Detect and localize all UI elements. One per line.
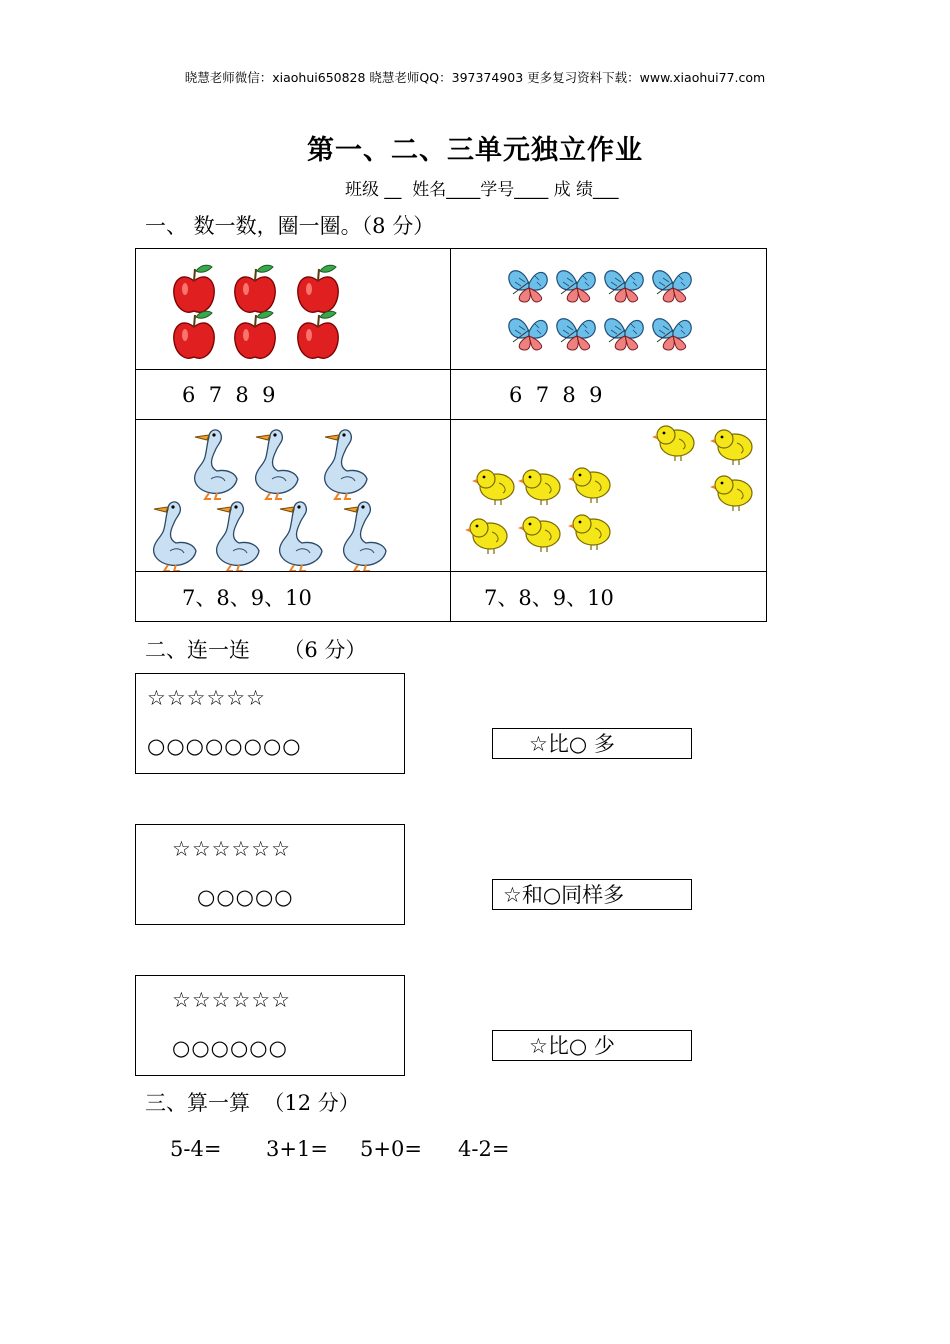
butterfly-icon	[557, 318, 595, 349]
butterfly-icon	[605, 318, 643, 349]
math-problem-2[interactable]: 3+1=	[266, 1137, 328, 1161]
chicks-cell	[451, 420, 767, 572]
chick-icon	[710, 476, 752, 511]
apple-icon	[235, 265, 276, 312]
apples-options[interactable]: 6 7 8 9	[182, 382, 276, 407]
butterflies-options-cell	[451, 370, 767, 420]
butterflies-picture	[451, 250, 766, 369]
chick-icon	[465, 519, 507, 554]
ducks-cell	[136, 420, 451, 572]
butterfly-icon	[557, 270, 595, 301]
apple-icon	[298, 311, 339, 358]
header-contact-line: 晓慧老师微信：xiaohui650828 晓慧老师QQ：397374903 更多复习资料下载：www.xiaohui77.com	[184, 70, 766, 85]
circles-row-3: ○○○○○○	[172, 1036, 288, 1060]
chicks-options[interactable]: 7、8、9、10	[484, 585, 614, 610]
stars-row-2: ☆☆☆☆☆☆	[172, 837, 291, 861]
apple-icon	[298, 265, 339, 312]
answer-box-same[interactable]: ☆和○同样多	[492, 879, 692, 910]
math-problem-4[interactable]: 4-2=	[458, 1137, 510, 1161]
apple-icon	[174, 265, 215, 312]
answer-box-more[interactable]: ☆比○ 多	[492, 728, 692, 759]
duck-icon	[256, 429, 298, 498]
duck-icon	[280, 501, 322, 570]
ducks-options-cell	[136, 572, 451, 622]
student-info-line: 班级 __ 姓名____学号____ 成 绩___	[345, 180, 619, 200]
chick-icon	[710, 430, 752, 465]
chick-icon	[568, 515, 610, 550]
butterfly-icon	[653, 318, 691, 349]
section1-heading: 一、 数一数，圈一圈。（8 分）	[145, 214, 435, 238]
chicks-picture	[451, 421, 766, 571]
stars-row-1: ☆☆☆☆☆☆	[147, 686, 266, 710]
butterfly-icon	[653, 270, 691, 301]
apple-icon	[235, 311, 276, 358]
butterflies-options[interactable]: 6 7 8 9	[509, 382, 603, 407]
duck-icon	[195, 429, 237, 498]
chick-icon	[472, 470, 514, 505]
section2-heading: 二、连一连 （6 分）	[145, 638, 367, 662]
section3-heading: 三、算一算 （12 分）	[145, 1091, 360, 1115]
butterflies-cell	[451, 249, 767, 370]
duck-icon	[344, 501, 386, 570]
ducks-options[interactable]: 7、8、9、10	[182, 585, 312, 610]
ducks-picture	[136, 421, 450, 571]
apples-cell	[136, 249, 451, 370]
chick-icon	[518, 470, 560, 505]
circles-row-1: ○○○○○○○○	[147, 734, 302, 758]
apple-icon	[174, 311, 215, 358]
chick-icon	[652, 426, 694, 461]
butterfly-icon	[509, 270, 547, 301]
answer-box-fewer[interactable]: ☆比○ 少	[492, 1030, 692, 1061]
page-title: 第一、二、三单元独立作业	[307, 135, 643, 166]
math-problem-3[interactable]: 5+0=	[360, 1137, 422, 1161]
chick-icon	[518, 517, 560, 552]
math-problem-1[interactable]: 5-4=	[170, 1137, 222, 1161]
circles-row-2: ○○○○○	[197, 885, 294, 909]
apples-options-cell	[136, 370, 451, 420]
counting-table	[135, 248, 767, 622]
apples-picture	[136, 250, 450, 369]
duck-icon	[154, 501, 196, 570]
chick-icon	[568, 468, 610, 503]
duck-icon	[325, 429, 367, 498]
stars-row-3: ☆☆☆☆☆☆	[172, 988, 291, 1012]
butterfly-icon	[605, 270, 643, 301]
duck-icon	[217, 501, 259, 570]
butterfly-icon	[509, 318, 547, 349]
chicks-options-cell	[451, 572, 767, 622]
